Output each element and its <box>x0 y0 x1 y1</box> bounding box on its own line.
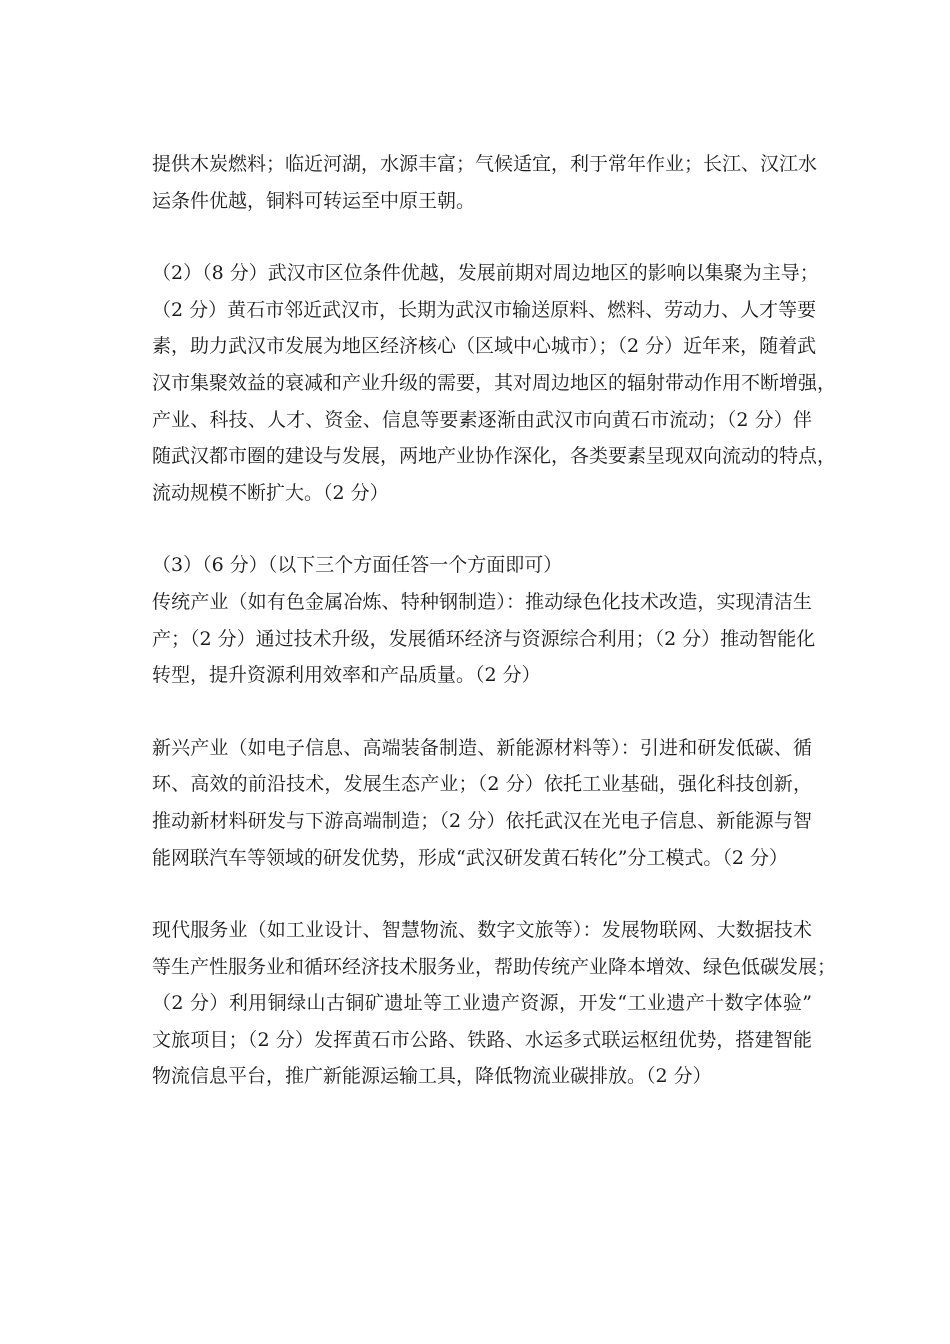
answer-text <box>152 146 837 1095</box>
text-line: 新兴产业（如电子信息、高端装备制造、新能源材料等）：引进和研发低碳、循 <box>152 736 812 759</box>
text-line: 能网联汽车等领域的研发优势，形成“武汉研发黄石转化”分工模式。（2 分） <box>152 846 789 869</box>
text-line: 产；（2 分）通过技术升级，发展循环经济与资源综合利用；（2 分）推动智能化 <box>152 627 816 650</box>
paragraph-gap <box>152 219 812 255</box>
text-line: 推动新材料研发与下游高端制造；（2 分）依托武汉在光电子信息、新能源与智 <box>152 809 812 832</box>
text-line: 环、高效的前沿技术，发展生态产业；（2 分）依托工业基础，强化科技创新， <box>152 773 812 796</box>
text-line: 流动规模不断扩大。（2 分） <box>152 481 389 504</box>
text-line: 随武汉都市圈的建设与发展，两地产业协作深化，各类要素呈现双向流动的特点， <box>152 445 837 468</box>
paragraph-part1-continuation <box>152 146 818 219</box>
paragraph-gap <box>152 511 812 547</box>
text-line: 现代服务业（如工业设计、智慧物流、数字文旅等）：发展物联网、大数据技术 <box>152 919 812 942</box>
paragraph-part3-traditional-industry <box>152 547 816 693</box>
text-line: 汉市集聚效益的衰减和产业升级的需要，其对周边地区的辐射带动作用不断增强， <box>152 371 837 394</box>
paragraph-part2 <box>152 255 837 511</box>
text-line: 等生产性服务业和循环经济技术服务业，帮助传统产业降本增效、绿色低碳发展； <box>152 955 837 978</box>
text-line: （3）（6 分）（以下三个方面任答一个方面即可） <box>152 554 563 577</box>
text-line: 素，助力武汉市发展为地区经济核心（区域中心城市）；（2 分）近年来，随着武 <box>152 335 817 358</box>
text-line: （2 分）利用铜绿山古铜矿遗址等工业遗产资源，开发“工业遗产十数字体验” <box>152 992 812 1015</box>
text-line: （2）（8 分）武汉市区位条件优越，发展前期对周边地区的影响以集聚为主导； <box>152 262 819 285</box>
paragraph-gap <box>152 694 812 730</box>
text-line: 传统产业（如有色金属冶炼、特种钢制造）：推动绿色化技术改造，实现清洁生 <box>152 590 812 613</box>
paragraph-gap <box>152 876 812 912</box>
text-line: （2 分）黄石市邻近武汉市，长期为武汉市输送原料、燃料、劳动力、人才等要 <box>152 298 817 321</box>
text-line: 转型，提升资源利用效率和产品质量。（2 分） <box>152 664 541 687</box>
paragraph-modern-services <box>152 912 837 1095</box>
text-line: 产业、科技、人才、资金、信息等要素逐渐由武汉市向黄石市流动；（2 分）伴 <box>152 408 812 431</box>
text-line: 提供木炭燃料；临近河湖，水源丰富；气候适宜，利于常年作业；长江、汉江水 <box>152 153 818 175</box>
text-line: 物流信息平台，推广新能源运输工具，降低物流业碳排放。（2 分） <box>152 1065 712 1088</box>
paragraph-emerging-industry <box>152 730 812 876</box>
text-line: 文旅项目；（2 分）发挥黄石市公路、铁路、水运多式联运枢纽优势，搭建智能 <box>152 1028 812 1051</box>
text-line: 运条件优越，铜料可转运至中原王朝。 <box>152 189 476 212</box>
